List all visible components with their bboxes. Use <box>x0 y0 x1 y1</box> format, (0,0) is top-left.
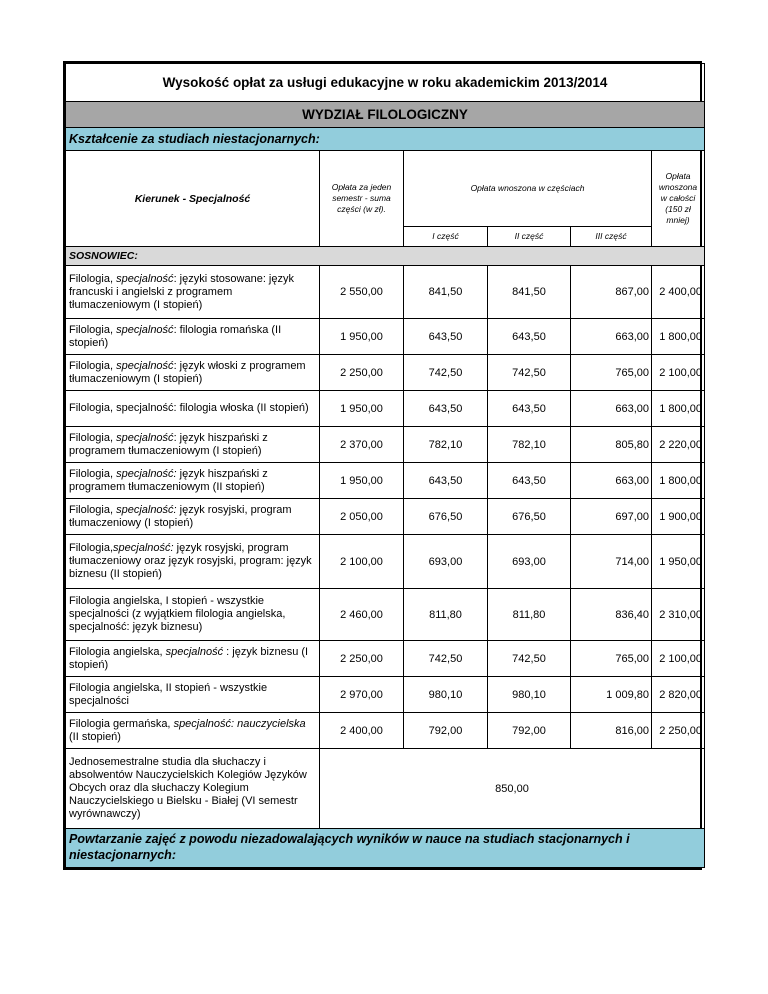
row-part-3: 816,00 <box>571 713 652 749</box>
row-part-3: 765,00 <box>571 641 652 677</box>
fee-table-sheet <box>63 61 702 870</box>
row-part-2: 643,50 <box>488 319 571 355</box>
header-kierunek: Kierunek - Specjalność <box>66 151 320 247</box>
special-row-description: Jednosemestralne studia dla słuchaczy i absolwentów Nauczycielskich Kolegiów Języków Obcych oraz dla słuchaczy Kolegium Nauczycielskiego u Bielsku - Białej (VI semestr wyrównawczy) <box>66 749 320 829</box>
row-part-1: 980,10 <box>404 677 488 713</box>
row-name-rest: : filologia romańska (II stopień) <box>69 323 282 349</box>
row-kierunek <box>66 535 320 589</box>
row-semester-fee: 2 550,00 <box>320 266 404 319</box>
table-row <box>66 641 705 677</box>
row-name-italic: specjalność: nauczycielska <box>173 717 306 730</box>
row-full-payment: 1 800,00 <box>652 391 705 427</box>
table-row <box>66 355 705 391</box>
header-part-3: III część <box>571 227 652 247</box>
row-part-1: 693,00 <box>404 535 488 589</box>
row-kierunek <box>66 266 320 319</box>
row-part-2: 841,50 <box>488 266 571 319</box>
row-semester-fee: 2 250,00 <box>320 355 404 391</box>
section-heading: Kształcenie za studiach niestacjonarnych: <box>66 128 705 151</box>
row-name-italic: specjalność: <box>113 542 174 554</box>
row-full-payment: 2 100,00 <box>652 641 705 677</box>
row-name-plain: Filologia, <box>69 542 114 554</box>
row-full-payment: 1 900,00 <box>652 499 705 535</box>
bottom-heading: Powtarzanie zajęć z powodu niezadowalających wyników w nauce na studiach stacjonarnych i niestacjonarnych: <box>66 829 705 868</box>
row-part-2: 742,50 <box>488 355 571 391</box>
row-name-italic: specjalność <box>165 645 224 658</box>
row-name-plain: Filologia, specjalność: filologia włoska (II stopień) <box>69 402 309 414</box>
row-name-rest: : język hiszpański z programem tłumaczeniowym (I stopień) <box>69 431 268 457</box>
table-row <box>66 589 705 641</box>
table-row <box>66 535 705 589</box>
row-part-3: 1 009,80 <box>571 677 652 713</box>
row-part-2: 742,50 <box>488 641 571 677</box>
row-part-3: 663,00 <box>571 463 652 499</box>
row-name-plain: Filologia germańska, <box>69 717 174 730</box>
row-name-plain: Filologia, <box>69 323 117 336</box>
table-row <box>66 319 705 355</box>
table-row <box>66 427 705 463</box>
row-name-plain: Filologia, <box>69 503 117 516</box>
row-kierunek <box>66 677 320 713</box>
row-full-payment: 1 950,00 <box>652 535 705 589</box>
row-full-payment: 2 400,00 <box>652 266 705 319</box>
row-name-rest: : język włoski z programem tłumaczeniowym (I stopień) <box>69 359 306 385</box>
row-part-1: 841,50 <box>404 266 488 319</box>
header-installments: Opłata wnoszona w częściach <box>404 151 652 227</box>
row-part-3: 663,00 <box>571 391 652 427</box>
row-part-3: 867,00 <box>571 266 652 319</box>
header-full-payment: Opłata wnoszona w całości (150 zł mniej) <box>652 151 705 247</box>
row-full-payment: 2 250,00 <box>652 713 705 749</box>
row-full-payment: 1 800,00 <box>652 319 705 355</box>
row-part-2: 792,00 <box>488 713 571 749</box>
header-semester-fee: Opłata za jeden semestr - suma części (w zł). <box>320 151 404 247</box>
row-name-rest: język hiszpański z programem tłumaczeniowym (II stopień) <box>69 467 268 493</box>
row-part-3: 697,00 <box>571 499 652 535</box>
location-header: SOSNOWIEC: <box>66 247 705 266</box>
row-part-1: 643,50 <box>404 319 488 355</box>
row-name-rest: język rosyjski, program tłumaczeniowy (I stopień) <box>69 503 292 529</box>
row-kierunek <box>66 589 320 641</box>
row-part-1: 811,80 <box>404 589 488 641</box>
row-part-3: 765,00 <box>571 355 652 391</box>
row-name-rest: : języki stosowane: język francuski i angielski z programem tłumaczeniowym (I stopień) <box>69 272 294 311</box>
row-kierunek <box>66 427 320 463</box>
row-semester-fee: 2 050,00 <box>320 499 404 535</box>
row-name-plain: Filologia, <box>69 467 117 480</box>
row-full-payment: 2 310,00 <box>652 589 705 641</box>
row-kierunek <box>66 355 320 391</box>
row-part-1: 792,00 <box>404 713 488 749</box>
row-part-3: 836,40 <box>571 589 652 641</box>
row-name-italic: specjalność <box>116 272 174 285</box>
special-row-value: 850,00 <box>320 749 705 829</box>
row-name-plain: Filologia angielska, <box>69 645 166 658</box>
row-semester-fee: 2 250,00 <box>320 641 404 677</box>
row-semester-fee: 2 460,00 <box>320 589 404 641</box>
row-part-2: 782,10 <box>488 427 571 463</box>
row-part-3: 805,80 <box>571 427 652 463</box>
row-part-3: 663,00 <box>571 319 652 355</box>
row-name-plain: Filologia, <box>69 359 117 372</box>
row-kierunek <box>66 499 320 535</box>
row-kierunek <box>66 641 320 677</box>
faculty-header: WYDZIAŁ FILOLOGICZNY <box>66 102 705 128</box>
row-name-italic: specjalność: <box>116 503 177 516</box>
row-full-payment: 2 820,00 <box>652 677 705 713</box>
row-part-1: 742,50 <box>404 355 488 391</box>
row-part-1: 643,50 <box>404 391 488 427</box>
row-part-1: 643,50 <box>404 463 488 499</box>
row-full-payment: 2 220,00 <box>652 427 705 463</box>
table-row <box>66 266 705 319</box>
row-semester-fee: 1 950,00 <box>320 391 404 427</box>
row-kierunek <box>66 391 320 427</box>
table-row <box>66 677 705 713</box>
row-name-rest: (II stopień) <box>69 730 121 743</box>
row-part-3: 714,00 <box>571 535 652 589</box>
row-full-payment: 1 800,00 <box>652 463 705 499</box>
row-part-2: 811,80 <box>488 589 571 641</box>
row-name-plain: Filologia angielska, II stopień - wszystkie specjalności <box>69 681 268 707</box>
row-semester-fee: 2 370,00 <box>320 427 404 463</box>
fee-rows <box>66 266 705 749</box>
row-name-italic: specjalność <box>116 431 174 444</box>
row-semester-fee: 2 970,00 <box>320 677 404 713</box>
row-kierunek <box>66 713 320 749</box>
row-full-payment: 2 100,00 <box>652 355 705 391</box>
row-semester-fee: 1 950,00 <box>320 319 404 355</box>
row-part-2: 643,50 <box>488 463 571 499</box>
table-row <box>66 463 705 499</box>
row-name-italic: specjalność <box>116 323 174 336</box>
row-name-plain: Filologia angielska, I stopień - wszystkie specjalności (z wyjątkiem filologia angielska, specjalność: język biznesu) <box>69 595 286 633</box>
row-name-italic: specjalność <box>116 359 174 372</box>
row-kierunek <box>66 463 320 499</box>
row-part-1: 676,50 <box>404 499 488 535</box>
row-name-plain: Filologia, <box>69 272 117 285</box>
header-part-1: I część <box>404 227 488 247</box>
document-title: Wysokość opłat za usługi edukacyjne w roku akademickim 2013/2014 <box>66 64 705 102</box>
table-row <box>66 391 705 427</box>
row-semester-fee: 1 950,00 <box>320 463 404 499</box>
row-semester-fee: 2 100,00 <box>320 535 404 589</box>
table-row <box>66 713 705 749</box>
row-part-2: 693,00 <box>488 535 571 589</box>
row-name-rest: język rosyjski, program tłumaczeniowy oraz język rosyjski, program: język biznesu (II stopień) <box>69 542 312 580</box>
row-part-1: 742,50 <box>404 641 488 677</box>
row-part-2: 643,50 <box>488 391 571 427</box>
row-part-1: 782,10 <box>404 427 488 463</box>
fee-table <box>65 63 705 868</box>
row-semester-fee: 2 400,00 <box>320 713 404 749</box>
row-name-italic: specjalność: <box>116 467 177 480</box>
row-name-rest: : język biznesu (I stopień) <box>69 645 309 671</box>
row-part-2: 980,10 <box>488 677 571 713</box>
row-name-plain: Filologia, <box>69 431 117 444</box>
row-part-2: 676,50 <box>488 499 571 535</box>
row-kierunek <box>66 319 320 355</box>
table-row <box>66 499 705 535</box>
header-part-2: II część <box>488 227 571 247</box>
